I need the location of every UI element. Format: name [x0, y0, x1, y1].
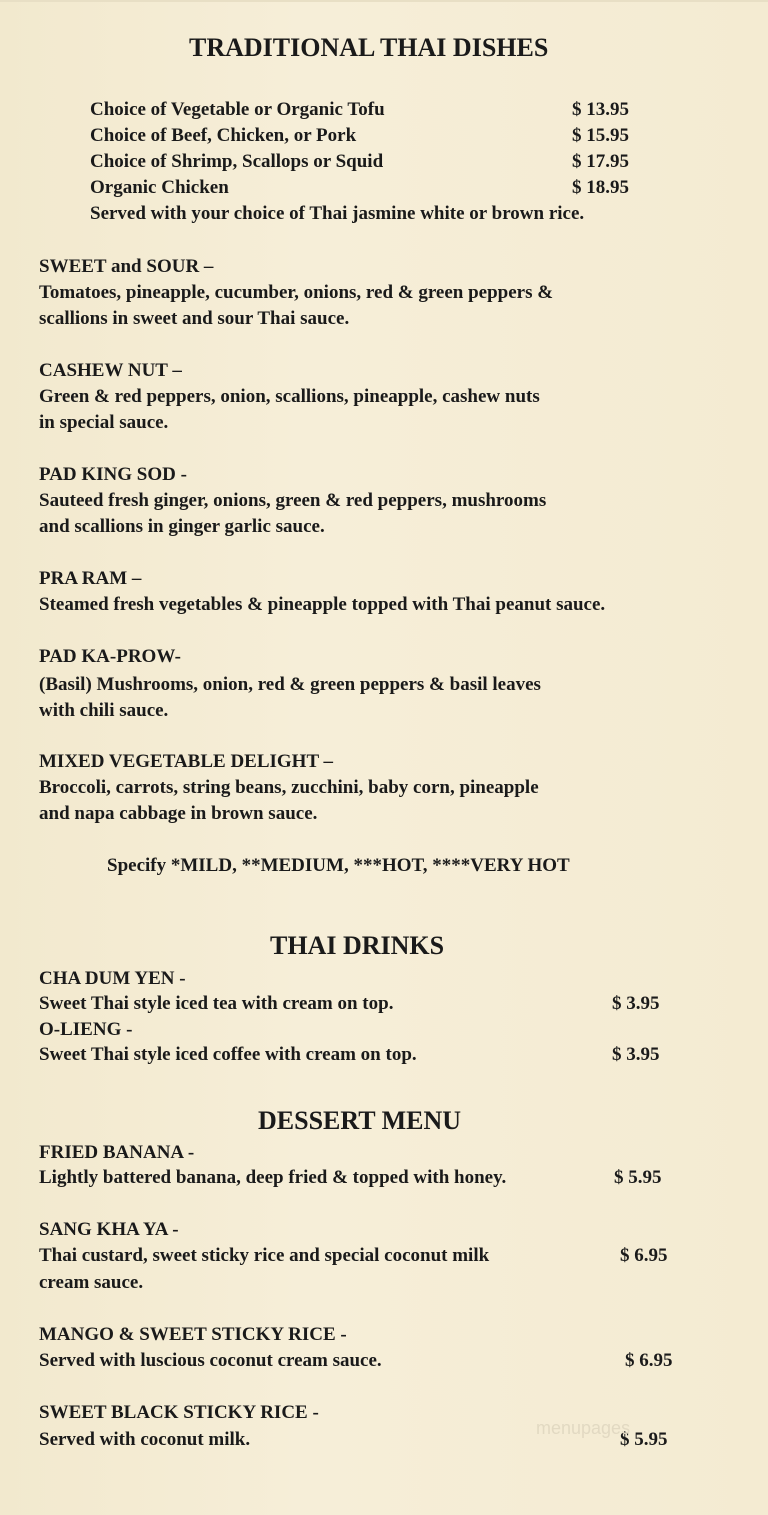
dessert-name: FRIED BANANA -: [39, 1142, 195, 1163]
dish-desc: Sauteed fresh ginger, onions, green & red peppers, mushrooms: [39, 490, 547, 511]
dish-desc: Broccoli, carrots, string beans, zucchini, baby corn, pineapple: [39, 777, 539, 798]
dish-name: PRA RAM –: [39, 568, 142, 589]
option-label: Organic Chicken: [90, 177, 229, 198]
dessert-name: SWEET BLACK STICKY RICE -: [39, 1402, 319, 1423]
dessert-name: SANG KHA YA -: [39, 1219, 179, 1240]
drink-desc: Sweet Thai style iced coffee with cream on top.: [39, 1044, 417, 1065]
dish-name: SWEET and SOUR –: [39, 256, 214, 277]
watermark: menupages: [536, 1418, 631, 1438]
dessert-desc: Served with coconut milk.: [39, 1429, 251, 1450]
option-label: Choice of Shrimp, Scallops or Squid: [90, 151, 384, 172]
dish-desc: Green & red peppers, onion, scallions, pineapple, cashew nuts: [39, 386, 540, 407]
dish-name: PAD KING SOD -: [39, 464, 187, 485]
dish-desc: (Basil) Mushrooms, onion, red & green peppers & basil leaves: [39, 674, 541, 695]
drink-desc: Sweet Thai style iced tea with cream on top.: [39, 993, 394, 1014]
dessert-desc: Thai custard, sweet sticky rice and special coconut milk: [39, 1245, 490, 1266]
drinks-title: THAI DRINKS: [270, 931, 445, 960]
dish-desc: Tomatoes, pineapple, cucumber, onions, red & green peppers &: [39, 282, 554, 303]
dish-desc: scallions in sweet and sour Thai sauce.: [39, 308, 350, 329]
dessert-desc: cream sauce.: [39, 1272, 144, 1293]
dessert-desc: Served with luscious coconut cream sauce.: [39, 1350, 382, 1371]
option-price: $ 18.95: [572, 177, 629, 198]
dessert-price: $ 5.95: [614, 1167, 662, 1188]
dessert-name: MANGO & SWEET STICKY RICE -: [39, 1324, 347, 1345]
dish-name: CASHEW NUT –: [39, 360, 182, 381]
traditional-title: TRADITIONAL THAI DISHES: [189, 33, 549, 62]
dessert-price: $ 5.95: [620, 1429, 668, 1450]
option-label: Choice of Vegetable or Organic Tofu: [90, 99, 385, 120]
option-price: $ 17.95: [572, 151, 629, 172]
top-edge: [0, 0, 768, 2]
option-price: $ 15.95: [572, 125, 629, 146]
dessert-title: DESSERT MENU: [258, 1106, 462, 1135]
dish-desc: with chili sauce.: [39, 700, 169, 721]
dish-desc: in special sauce.: [39, 412, 169, 433]
dish-desc: and napa cabbage in brown sauce.: [39, 803, 318, 824]
drink-price: $ 3.95: [612, 993, 660, 1014]
option-price: $ 13.95: [572, 99, 629, 120]
dish-name: PAD KA-PROW-: [39, 646, 181, 667]
drink-name: CHA DUM YEN -: [39, 968, 186, 989]
spice-note: Specify *MILD, **MEDIUM, ***HOT, ****VERY HOT: [107, 855, 570, 876]
dish-name: MIXED VEGETABLE DELIGHT –: [39, 751, 334, 772]
dessert-price: $ 6.95: [620, 1245, 668, 1266]
drink-price: $ 3.95: [612, 1044, 660, 1065]
drink-name: O-LIENG -: [39, 1019, 133, 1040]
dessert-price: $ 6.95: [625, 1350, 673, 1371]
dish-desc: Steamed fresh vegetables & pineapple topped with Thai peanut sauce.: [39, 594, 606, 615]
dish-desc: and scallions in ginger garlic sauce.: [39, 516, 325, 537]
served-note: Served with your choice of Thai jasmine white or brown rice.: [90, 203, 585, 224]
option-label: Choice of Beef, Chicken, or Pork: [90, 125, 357, 146]
dessert-desc: Lightly battered banana, deep fried & topped with honey.: [39, 1167, 507, 1188]
